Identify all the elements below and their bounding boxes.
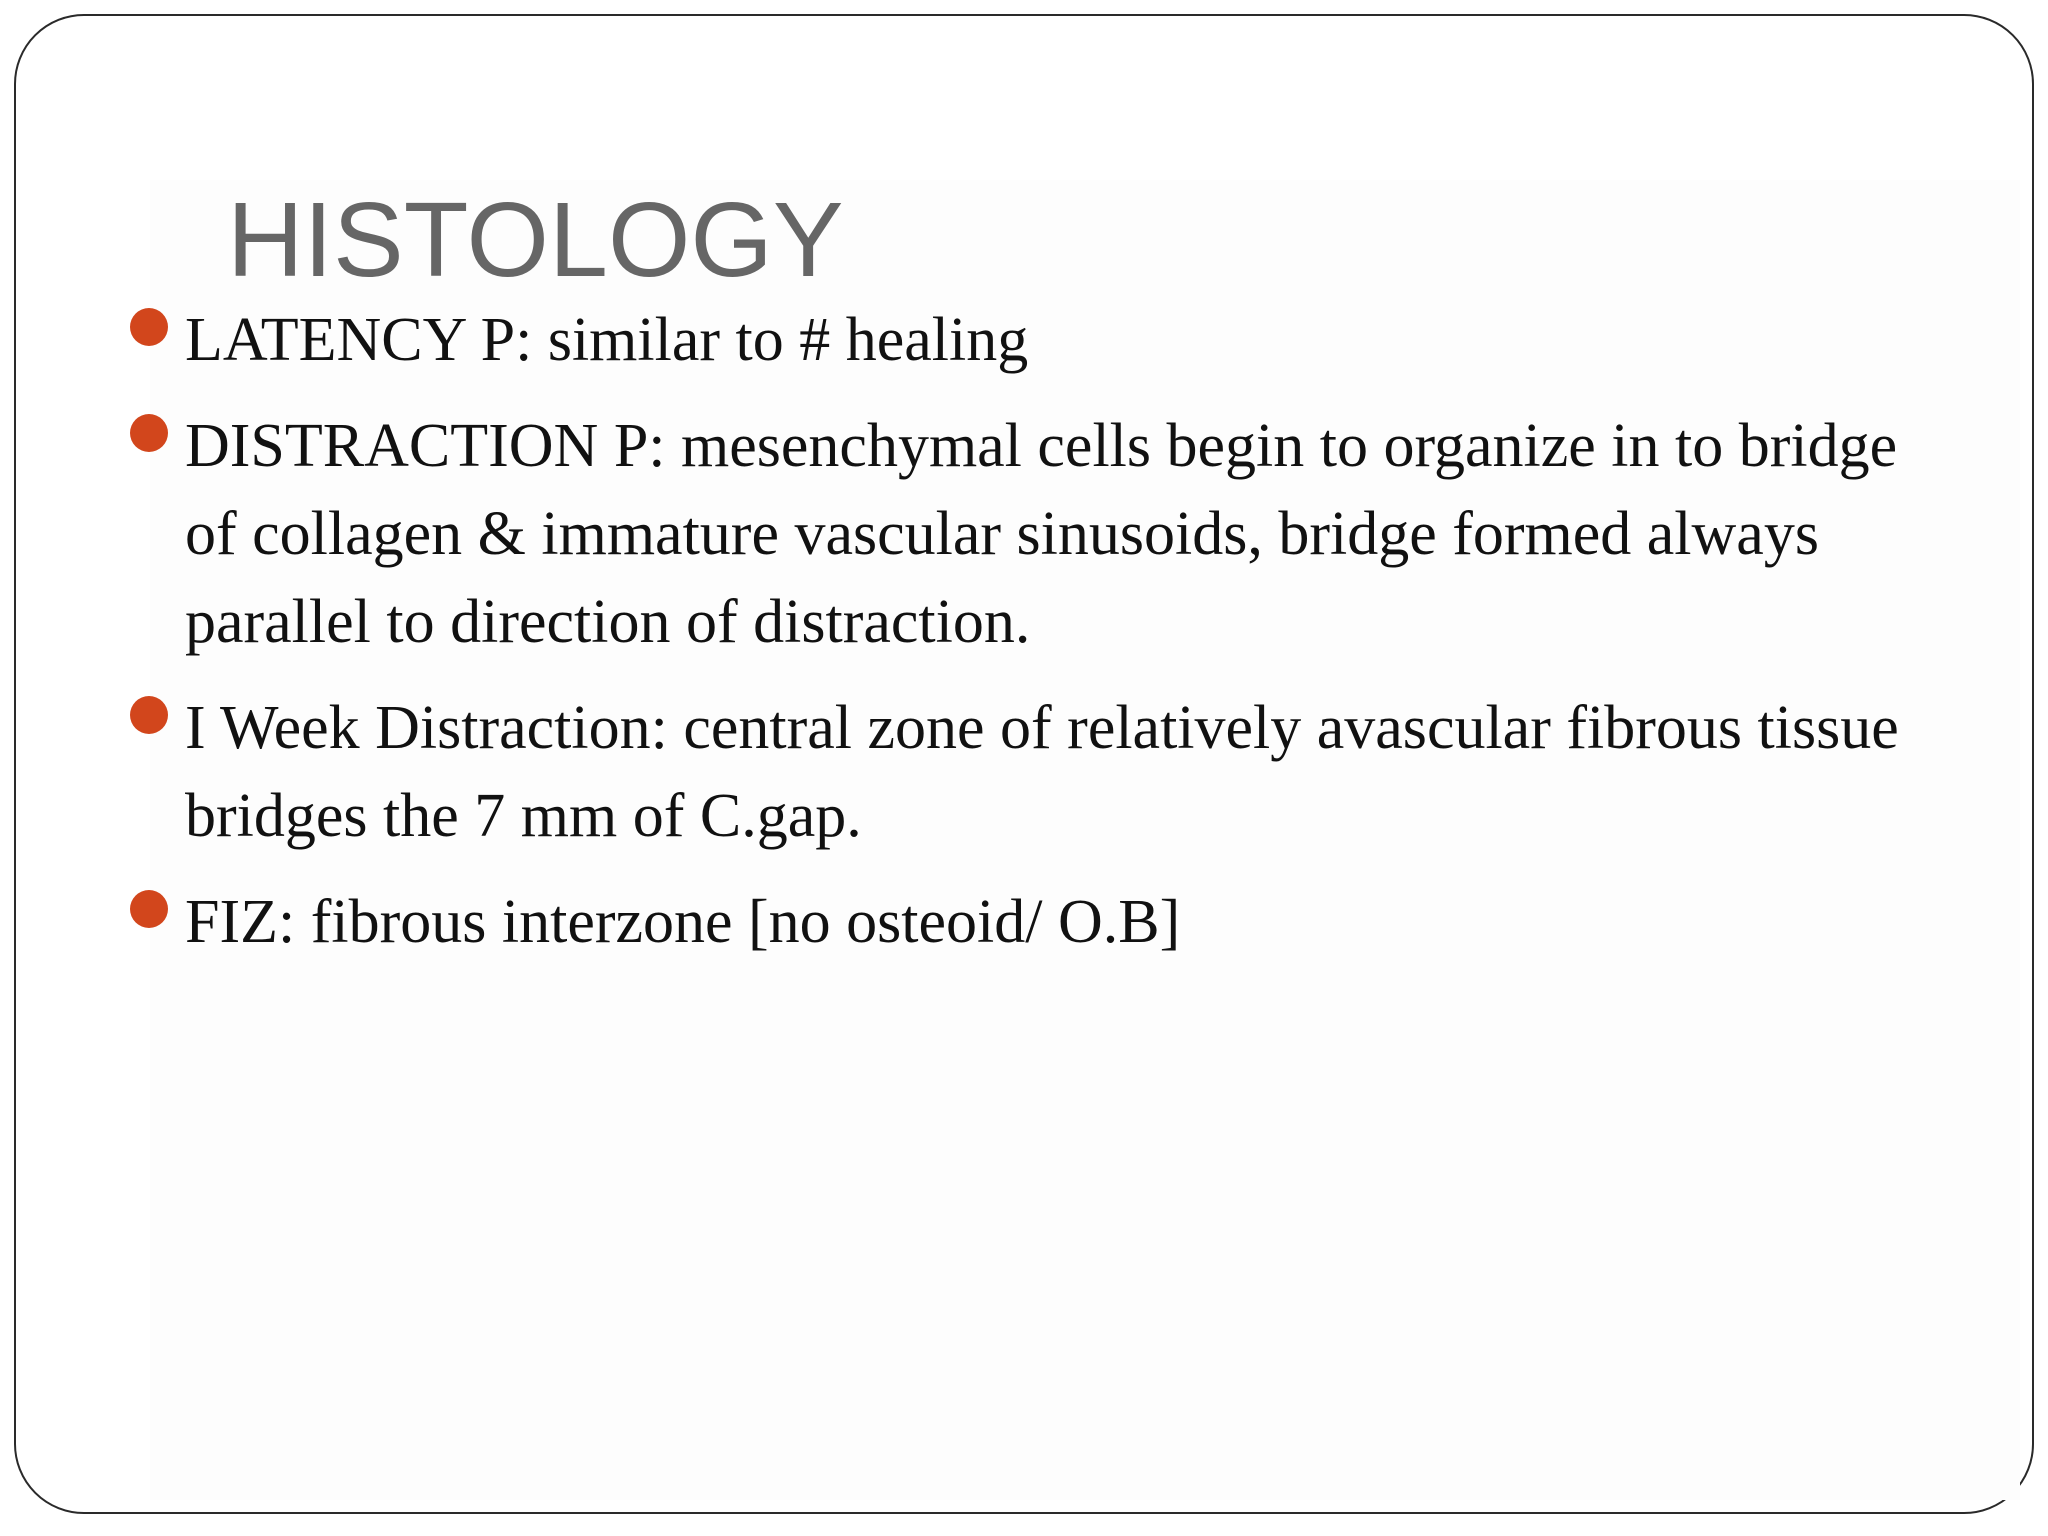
bullet-item-week-distraction (130, 684, 1930, 860)
bullet-item-distraction (130, 402, 1930, 666)
bullet-item-fiz (130, 878, 1930, 966)
bullet-text: LATENCY P: similar to # healing (185, 306, 1029, 374)
bullet-text: DISTRACTION P: mesenchymal cells begin to organize in to bridge of collagen & immature vascular sinusoids, bridge formed always parallel to direction of distraction. (185, 412, 1898, 656)
bullet-dot-icon (130, 696, 168, 734)
bullet-text: FIZ: fibrous interzone [no osteoid/ O.B] (185, 888, 1181, 956)
bullet-item-latency (130, 296, 1930, 384)
bullet-dot-icon (130, 414, 168, 452)
bullet-text: I Week Distraction: central zone of relatively avascular fibrous tissue bridges the 7 mm of C.gap. (185, 694, 1899, 850)
bullet-list (130, 296, 1930, 984)
bullet-dot-icon (130, 308, 168, 346)
slide-title: HISTOLOGY (227, 181, 844, 299)
bullet-dot-icon (130, 890, 168, 928)
